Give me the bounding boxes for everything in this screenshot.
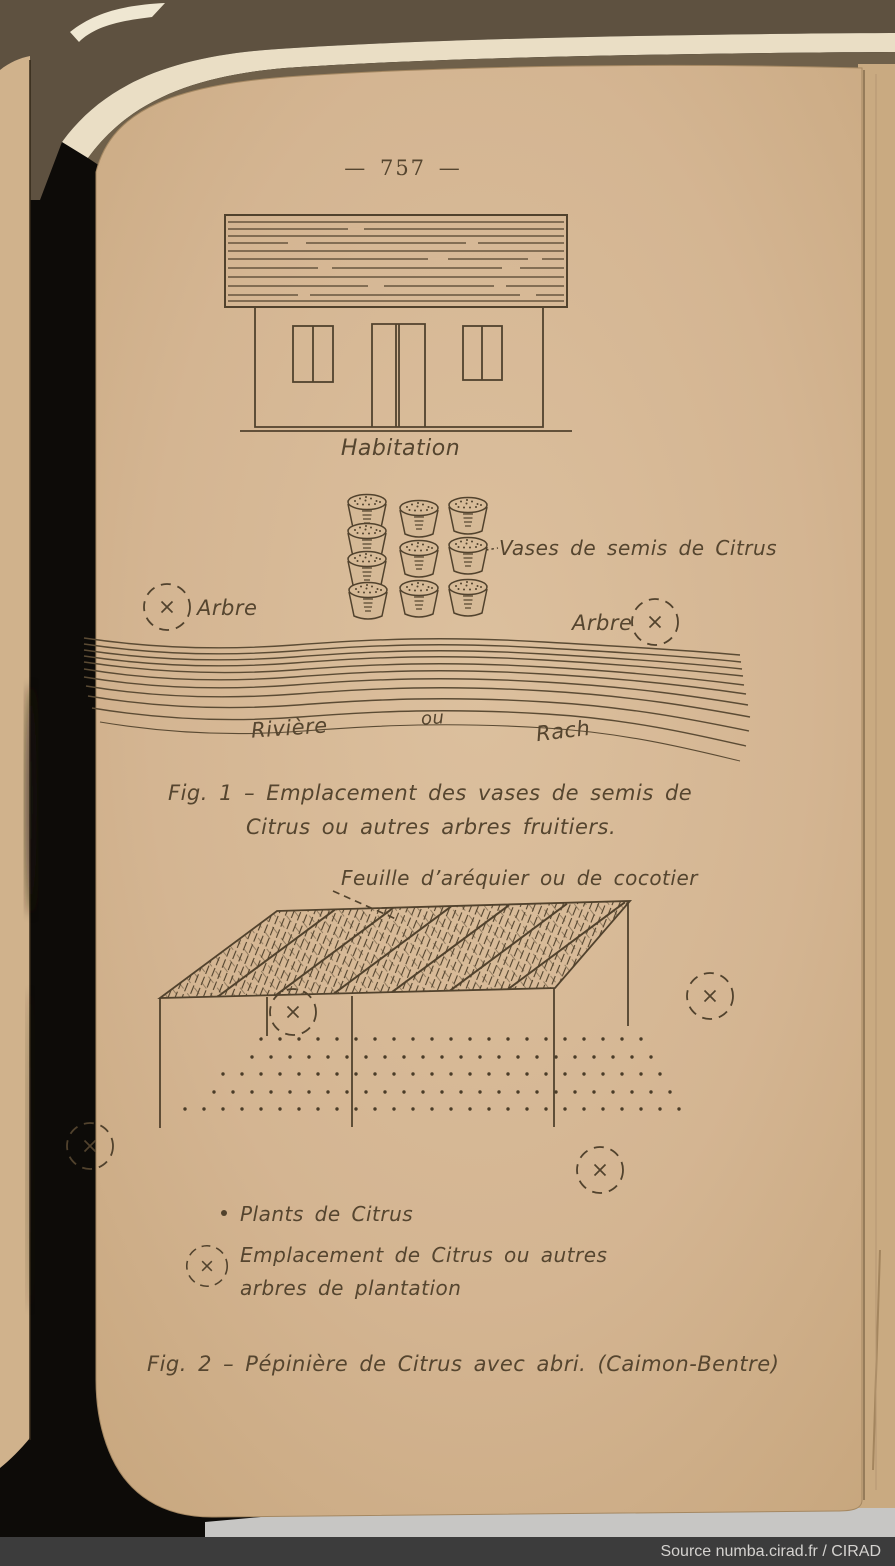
- roof-material-label: Feuille d’aréquier ou de cocotier: [341, 866, 698, 890]
- river-label-rach: Rach: [534, 715, 592, 747]
- house-label: Habitation: [340, 436, 461, 461]
- river-label-ou: ou: [420, 707, 446, 730]
- source-attribution-text: Source numba.cirad.fr / CIRAD: [660, 1542, 881, 1560]
- arbre-label-left: Arbre: [197, 596, 258, 620]
- citrus-plants-dot-field: [170, 1036, 694, 1118]
- vases-label: Vases de semis de Citrus: [499, 536, 778, 560]
- legend-dot-icon: [221, 1210, 227, 1216]
- legend-circle-label-line1: Emplacement de Citrus ou autres: [240, 1243, 608, 1267]
- legend-dot-label: Plants de Citrus: [240, 1202, 414, 1226]
- fig1-caption-line1: Fig. 1 – Emplacement des vases de semis de: [168, 781, 693, 805]
- river-label-riviere: Rivière: [250, 713, 329, 743]
- fig2-caption: Fig. 2 – Pépinière de Citrus avec abri. (Caimon-Bentre): [147, 1352, 780, 1376]
- source-attribution-bar: [0, 1537, 895, 1566]
- fig1-caption-line2: Citrus ou autres arbres fruitiers.: [246, 815, 617, 839]
- legend-circle-label-line2: arbres de plantation: [240, 1276, 462, 1300]
- page-number: — 757 —: [344, 156, 462, 180]
- seed-pots-group: [348, 495, 498, 620]
- arbre-label-right: Arbre: [572, 611, 633, 635]
